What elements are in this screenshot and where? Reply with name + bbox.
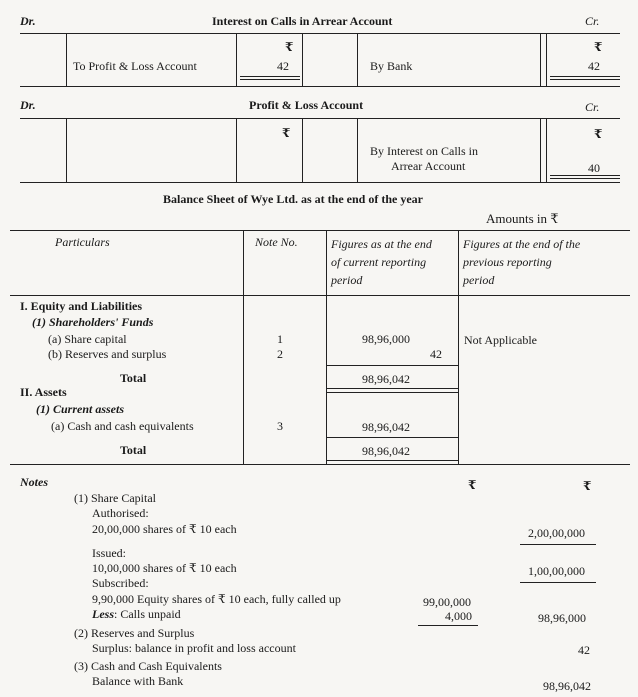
note-subheading: Authorised: xyxy=(92,506,149,520)
note-heading: (3) Cash and Cash Equivalents xyxy=(74,659,222,673)
note-heading: (1) Share Capital xyxy=(74,491,156,505)
ledger-top-rule xyxy=(20,33,620,34)
note-subheading: Issued: xyxy=(92,546,126,560)
left-amount: 42 xyxy=(277,59,289,73)
header-current-period: Figures as at the end xyxy=(331,237,432,251)
notes-label: Notes xyxy=(20,475,48,489)
ledger-title: Interest on Calls in Arrear Account xyxy=(212,14,393,28)
note-line: 20,00,000 shares of ₹ 10 each xyxy=(92,522,237,536)
ledger-bottom-rule xyxy=(20,86,620,87)
row-label: (b) Reserves and surplus xyxy=(48,347,167,361)
header-current-period: period xyxy=(331,273,363,287)
right-amount: 42 xyxy=(588,59,600,73)
total-label: Total xyxy=(120,371,147,385)
row-value: 98,96,000 xyxy=(362,332,410,346)
note-heading: (2) Reserves and Surplus xyxy=(74,626,195,640)
note-value: 1,00,00,000 xyxy=(528,564,585,578)
row-value: 42 xyxy=(430,347,442,361)
balance-sheet-title: Balance Sheet of Wye Ltd. as at the end of the year xyxy=(163,192,423,206)
note-line xyxy=(92,607,181,622)
header-previous-period: previous reporting xyxy=(463,255,552,269)
rupee-symbol: ₹ xyxy=(285,40,294,54)
note-value: 42 xyxy=(578,643,590,657)
row-label: (a) Cash and cash equivalents xyxy=(51,419,194,433)
cr-label: Cr. xyxy=(585,14,600,28)
rupee-symbol: ₹ xyxy=(468,478,477,492)
note-value: 98,96,042 xyxy=(543,679,591,693)
less-desc: : Calls unpaid xyxy=(114,607,181,621)
previous-period-value: Not Applicable xyxy=(464,333,537,347)
total-value: 98,96,042 xyxy=(362,372,410,386)
total-value: 98,96,042 xyxy=(362,444,410,458)
ledger-bottom-rule xyxy=(20,182,620,183)
left-particular: To Profit & Loss Account xyxy=(73,59,197,73)
rupee-symbol: ₹ xyxy=(594,127,603,141)
dr-label: Dr. xyxy=(20,98,36,112)
right-particular: By Interest on Calls in xyxy=(370,144,478,158)
right-particular: By Bank xyxy=(370,59,413,73)
row-label: (a) Share capital xyxy=(48,332,127,346)
row-value: 98,96,042 xyxy=(362,420,410,434)
header-previous-period: period xyxy=(463,273,495,287)
rupee-symbol: ₹ xyxy=(594,40,603,54)
note-amount: 99,00,000 xyxy=(423,595,471,609)
note-line: 9,90,000 Equity shares of ₹ 10 each, fully called up xyxy=(92,592,341,606)
dr-label: Dr. xyxy=(20,14,36,28)
rupee-symbol: ₹ xyxy=(282,126,291,140)
header-current-period: of current reporting xyxy=(331,255,427,269)
ledger-title: Profit & Loss Account xyxy=(249,98,364,112)
section-heading: I. Equity and Liabilities xyxy=(20,299,143,313)
note-number: 1 xyxy=(277,332,283,346)
rupee-symbol: ₹ xyxy=(583,479,592,493)
note-line: Surplus: balance in profit and loss account xyxy=(92,641,296,655)
note-line: Balance with Bank xyxy=(92,674,184,688)
right-amount: 40 xyxy=(588,161,600,175)
ledger-top-rule xyxy=(20,118,620,119)
note-value: 2,00,00,000 xyxy=(528,526,585,540)
subsection-heading: (1) Shareholders' Funds xyxy=(32,315,154,329)
section-heading: II. Assets xyxy=(20,385,67,399)
total-label: Total xyxy=(120,443,147,457)
note-subheading: Subscribed: xyxy=(92,576,149,590)
note-line: 10,00,000 shares of ₹ 10 each xyxy=(92,561,237,575)
cr-label: Cr. xyxy=(585,100,600,114)
header-particulars: Particulars xyxy=(55,235,110,249)
subsection-heading: (1) Current assets xyxy=(36,402,125,416)
note-amount: 4,000 xyxy=(445,609,472,623)
note-value: 98,96,000 xyxy=(538,611,586,625)
note-number: 2 xyxy=(277,347,283,361)
right-particular: Arrear Account xyxy=(391,159,466,173)
note-number: 3 xyxy=(277,419,283,433)
amounts-in-label: Amounts in ₹ xyxy=(486,211,559,226)
less-label: Less xyxy=(92,607,114,621)
header-previous-period: Figures at the end of the xyxy=(463,237,581,251)
header-note-no: Note No. xyxy=(255,235,298,249)
